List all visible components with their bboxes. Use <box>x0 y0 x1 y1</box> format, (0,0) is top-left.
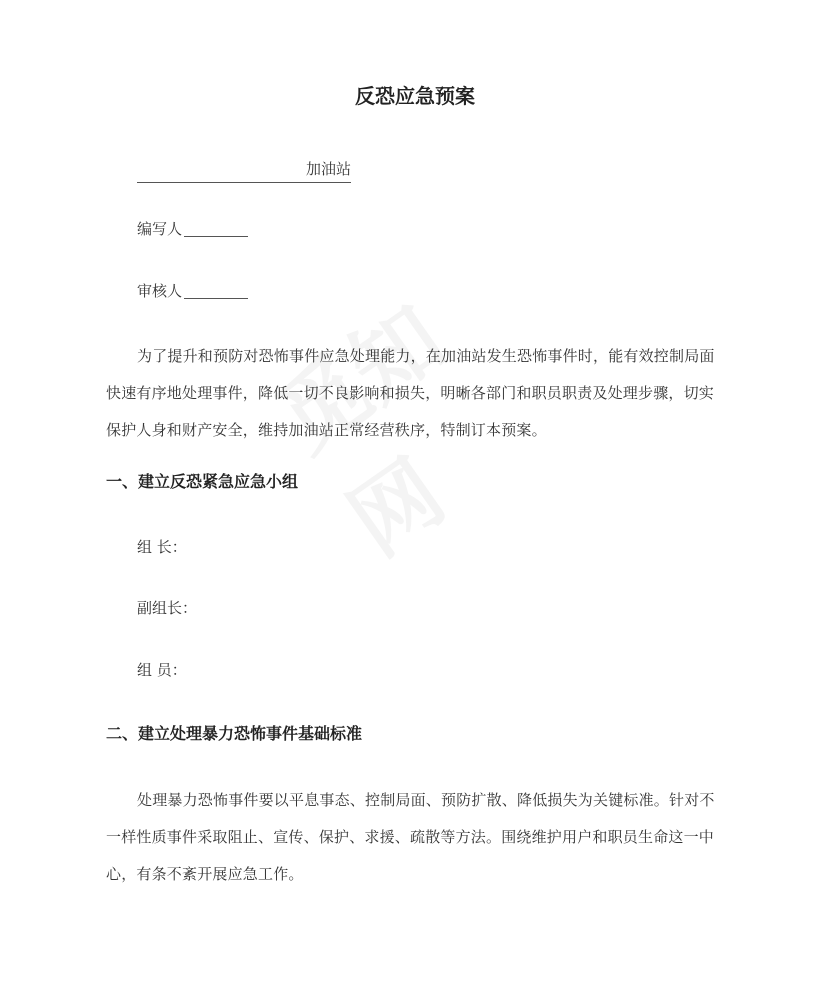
author-blank <box>184 222 248 237</box>
role-leader: 组 长： <box>137 538 187 556</box>
section2-heading: 二、建立处理暴力恐怖事件基础标准 <box>106 724 363 743</box>
author-label: 编写人 <box>137 220 183 238</box>
reviewer-field <box>137 280 248 301</box>
role-deputy-leader: 副组长： <box>137 599 198 617</box>
intro-paragraph: 为了提升和预防对恐怖事件应急处理能力，在加油站发生恐怖事件时，能有效控制局面快速有序地处理事件，降低一切不良影响和损失，明晰各部门和职员职责及处理步骤，切实保护人身和财产安全，维持加油站正常经营秩序，特制订本预案。 <box>106 347 715 439</box>
role-members: 组 员： <box>137 661 187 679</box>
author-field <box>137 218 248 239</box>
section2-paragraph: 处理暴力恐怖事件要以平息事态、控制局面、预防扩散、降低损失为关键标准。针对不一样性质事件采取阻止、宣传、保护、求援、疏散等方法。围绕维护用户和职员生命这一中心，有条不紊开展应急工作。 <box>106 791 715 883</box>
station-name: 加油站 <box>305 160 351 178</box>
page-title: 反恐应急预案 <box>355 84 475 108</box>
reviewer-blank <box>184 284 248 299</box>
station-line <box>137 158 351 183</box>
section1-heading: 一、建立反恐紧急应急小组 <box>106 472 299 491</box>
reviewer-label: 审核人 <box>137 282 183 300</box>
